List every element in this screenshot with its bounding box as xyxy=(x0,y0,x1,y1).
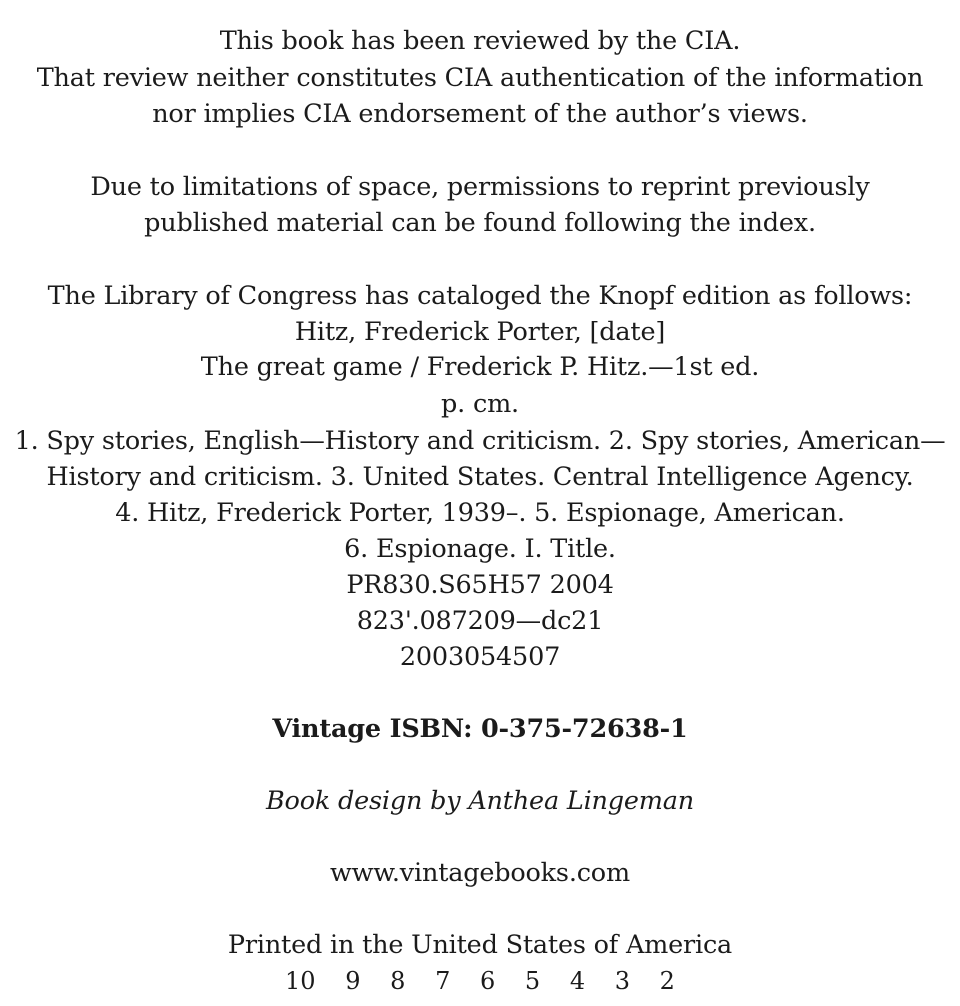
printing-number: 3 xyxy=(614,967,631,995)
permissions-notice-line-1: Due to limitations of space, permissions to reprint previously xyxy=(90,172,870,202)
cip-pagination: p. cm. xyxy=(441,389,519,419)
cia-notice-line-1: This book has been reviewed by the CIA. xyxy=(219,26,741,56)
printing-numbers xyxy=(0,964,960,998)
printing-number: 7 xyxy=(435,967,451,995)
website: www.vintagebooks.com xyxy=(330,858,630,888)
cip-subjects-line-4: 6. Espionage. I. Title. xyxy=(344,534,616,564)
printed-in: Printed in the United States of America xyxy=(227,930,733,960)
printing-number: 10 xyxy=(285,967,316,995)
cip-lc-class: PR830.S65H57 2004 xyxy=(346,570,614,600)
printing-number: 5 xyxy=(524,967,541,995)
cip-intro: The Library of Congress has cataloged the Knopf edition as follows: xyxy=(47,281,913,311)
cip-lccn: 2003054507 xyxy=(399,642,561,672)
printing-number: 8 xyxy=(390,967,406,995)
printing-number: 6 xyxy=(479,967,496,995)
cip-subjects-line-3: 4. Hitz, Frederick Porter, 1939–. 5. Espionage, American. xyxy=(115,498,845,528)
permissions-notice-line-2: published material can be found following the index. xyxy=(144,208,816,238)
cip-subjects-line-1: 1. Spy stories, English—History and criticism. 2. Spy stories, American— xyxy=(14,426,946,456)
cip-dewey: 823'.087209—dc21 xyxy=(356,606,604,636)
book-design-credit: Book design by Anthea Lingeman xyxy=(266,786,694,816)
cia-notice-line-3: nor implies CIA endorsement of the author’s views. xyxy=(152,99,808,129)
cip-title: The great game / Frederick P. Hitz.—1st ed. xyxy=(200,352,760,382)
printing-number: 4 xyxy=(569,967,586,995)
printing-number: 9 xyxy=(345,967,361,995)
isbn: Vintage ISBN: 0-375-72638-1 xyxy=(272,714,688,744)
cia-notice-line-2: That review neither constitutes CIA authentication of the information xyxy=(36,63,924,93)
cip-subjects-line-2: History and criticism. 3. United States. Central Intelligence Agency. xyxy=(46,462,914,492)
cip-author: Hitz, Frederick Porter, [date] xyxy=(294,317,666,347)
printing-number: 2 xyxy=(659,967,675,995)
